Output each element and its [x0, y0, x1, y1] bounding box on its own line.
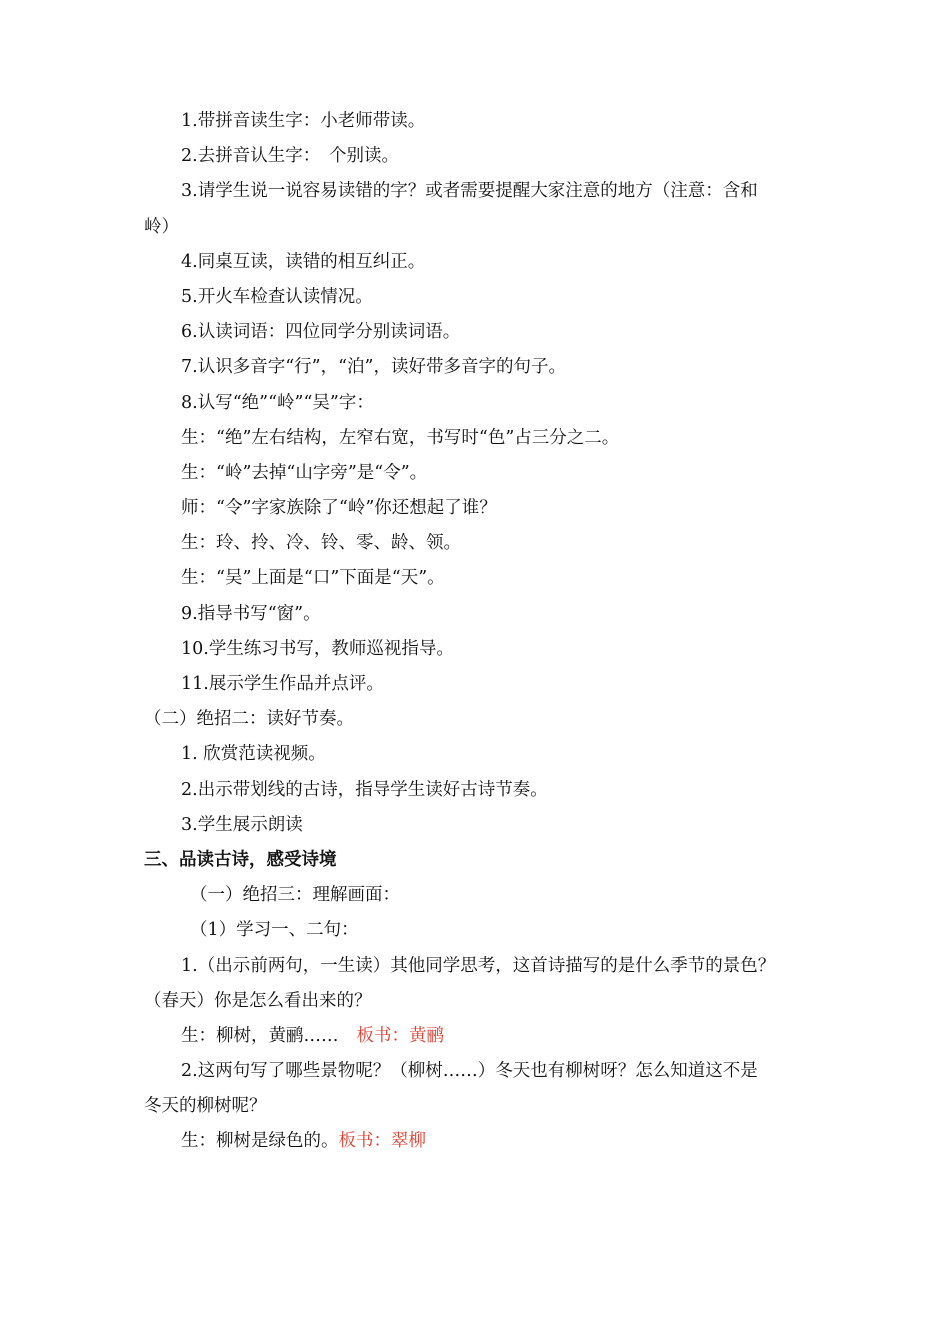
text-line: 7.认识多音字“行”，“泊”，读好带多音字的句子。: [181, 357, 566, 378]
text-line-with-note: [144, 1124, 808, 1159]
text-line: 10.学生练习书写，教师巡视指导。: [181, 638, 454, 659]
text-line: 6.认读词语：四位同学分别读词语。: [181, 322, 461, 343]
section-heading: （二）绝招二：读好节奏。: [144, 709, 354, 730]
text-line: 3.学生展示朗读: [181, 814, 303, 835]
text-line: 生：“岭”去掉“山字旁”是“令”。: [181, 462, 428, 483]
text-line: 2.出示带划线的古诗，指导学生读好古诗节奏。: [181, 779, 548, 800]
text-line: 8.认写“绝”“岭”“吴”字：: [181, 392, 374, 413]
text-line-with-note: [144, 1019, 808, 1054]
text-line: 11.展示学生作品并点评。: [181, 674, 384, 694]
text-line: （春天）你是怎么看出来的？: [144, 990, 372, 1011]
text-line: 4.同桌互读，读错的相互纠正。: [181, 251, 426, 272]
blackboard-note: 板书：翠柳: [338, 1131, 426, 1152]
text-line: 2.这两句写了哪些景物呢？（柳树……）冬天也有柳树呀？怎么知道这不是: [181, 1061, 758, 1082]
text-line: 1.带拼音读生字：小老师带读。: [181, 111, 426, 131]
blackboard-note: 板书：黄鹂: [356, 1025, 444, 1046]
student-answer: 生：柳树是绿色的。: [181, 1131, 339, 1152]
text-line: 生：玲、拎、冷、铃、零、龄、领。: [181, 533, 461, 554]
text-line: 师：“令”字家族除了“岭”你还想起了谁？: [181, 498, 497, 519]
subsection-heading: （1）学习一、二句：: [190, 920, 359, 941]
text-line: 生：“吴”上面是“口”下面是“天”。: [181, 568, 445, 589]
text-line: 3.请学生说一说容易读错的字？或者需要提醒大家注意的地方（注意：含和: [181, 181, 758, 202]
text-line: 5.开火车检查认读情况。: [181, 286, 373, 307]
section-title: 三、品读古诗，感受诗境: [144, 849, 337, 870]
text-line: 1. 欣赏范读视频。: [181, 744, 326, 765]
text-line: 2.去拼音认生字： 个别读。: [181, 146, 399, 167]
subsection-heading: （一）绝招三：理解画面：: [190, 885, 400, 906]
text-line: 9.指导书写“窗”。: [181, 603, 321, 624]
text-line: 冬天的柳树呢？: [144, 1096, 267, 1117]
text-line: 岭）: [144, 216, 179, 237]
document-body: [144, 104, 808, 1160]
text-line: 1.（出示前两句，一生读）其他同学思考，这首诗描写的是什么季节的景色？: [181, 955, 776, 976]
text-line: 生：“绝”左右结构，左窄右宽，书写时“色”占三分之二。: [181, 427, 620, 448]
student-answer: 生：柳树，黄鹂……: [181, 1025, 339, 1046]
